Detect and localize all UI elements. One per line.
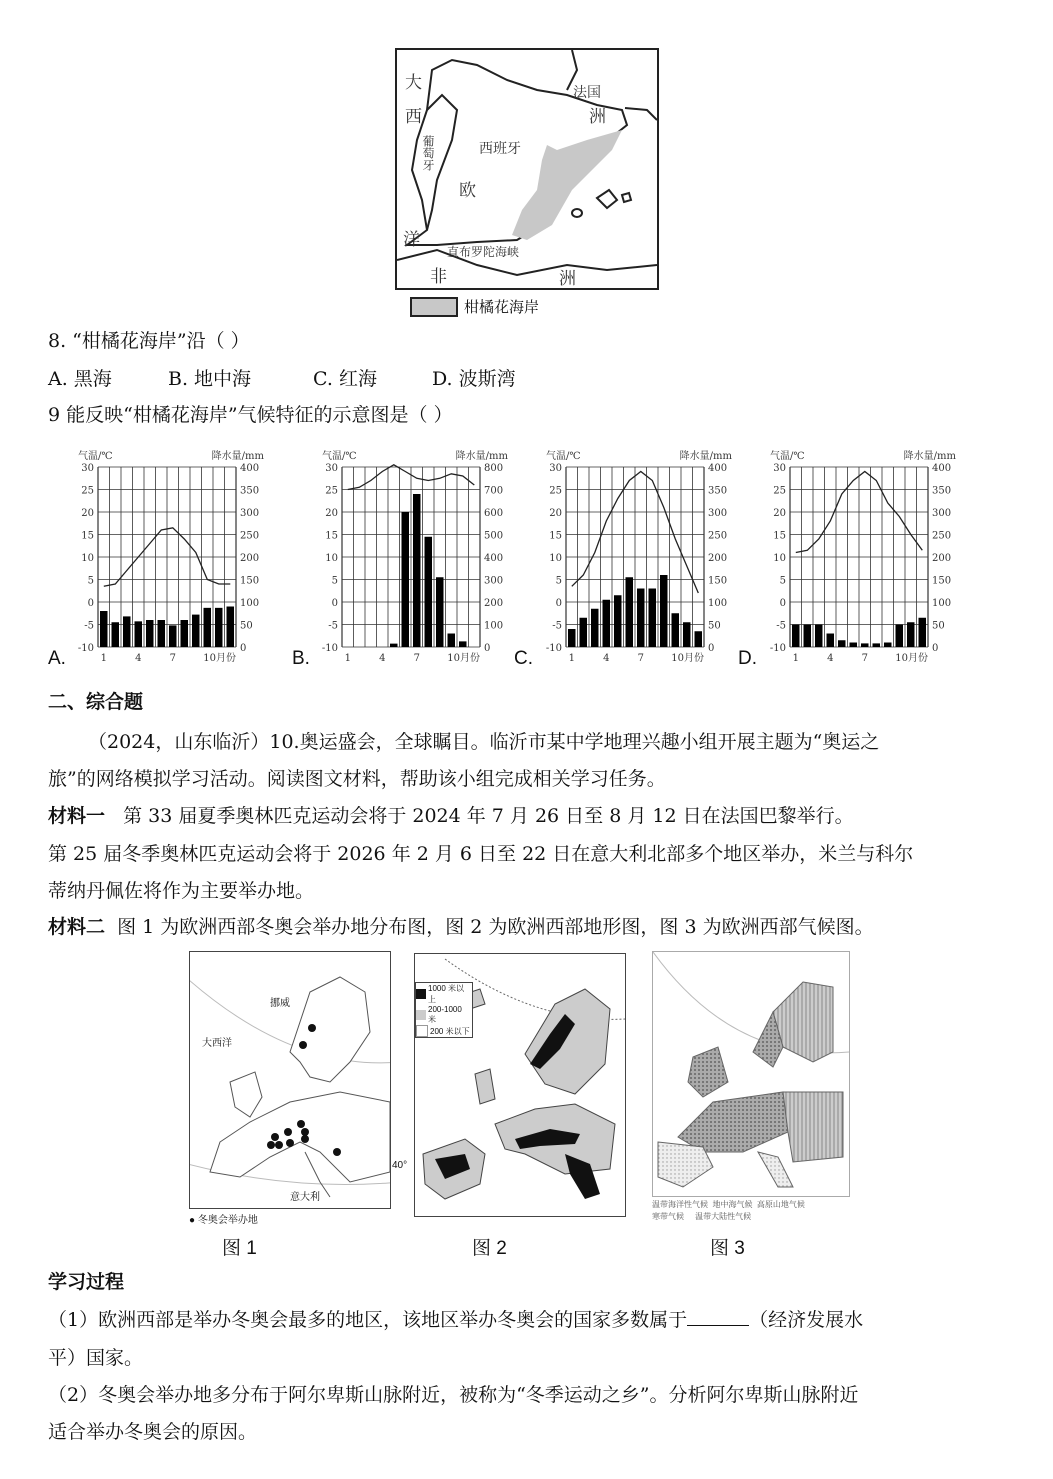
- svg-text:1: 1: [100, 653, 107, 664]
- svg-text:15: 15: [549, 530, 562, 542]
- q9-option-b-letter[interactable]: B.: [292, 648, 310, 669]
- svg-text:降水量/mm: 降水量/mm: [455, 451, 508, 462]
- svg-text:30: 30: [773, 463, 786, 474]
- fig1-legend: ● 冬奥会举办地: [189, 1215, 258, 1226]
- svg-text:1: 1: [792, 653, 799, 664]
- svg-text:7: 7: [861, 653, 868, 664]
- q8-option-d[interactable]: D. 波斯湾: [432, 368, 516, 390]
- spain-map-legend: [410, 296, 539, 317]
- label-spain: 西班牙: [479, 141, 521, 157]
- svg-text:150: 150: [708, 575, 728, 587]
- spain-map: [395, 48, 659, 290]
- svg-text:4: 4: [379, 653, 386, 664]
- svg-text:350: 350: [240, 485, 260, 497]
- svg-text:10: 10: [773, 553, 786, 564]
- svg-text:200: 200: [708, 553, 728, 564]
- svg-text:0: 0: [555, 598, 562, 609]
- svg-text:5: 5: [555, 575, 562, 587]
- svg-text:7: 7: [413, 653, 420, 664]
- legend-label: 柑橘花海岸: [464, 298, 540, 316]
- figure-2-caption: 图 2: [472, 1238, 507, 1259]
- svg-text:降水量/mm: 降水量/mm: [679, 451, 732, 462]
- legend-oceanic: 温带海洋性气候: [652, 1200, 708, 1209]
- figure-2-terrain-map: [414, 953, 626, 1217]
- q9-option-d-letter[interactable]: D.: [738, 648, 757, 669]
- svg-text:0: 0: [87, 598, 94, 609]
- svg-text:25: 25: [549, 485, 562, 497]
- svg-text:10月份: 10月份: [895, 653, 928, 664]
- material2-label: 材料二: [48, 916, 106, 938]
- label-atlantic: 大西洋: [202, 1038, 232, 1049]
- svg-text:10月份: 10月份: [671, 653, 704, 664]
- svg-text:800: 800: [484, 463, 504, 474]
- q2-line-1: （2）冬奥会举办地多分布于阿尔卑斯山脉附近，被称为“冬季运动之乡”。分析阿尔卑斯山脉附近: [48, 1384, 859, 1406]
- svg-text:1: 1: [568, 653, 575, 664]
- climate-outline-fig3: [653, 952, 849, 1196]
- svg-text:0: 0: [331, 598, 338, 609]
- label-france: 法国: [573, 85, 601, 101]
- legend-highland: 高原山地气候: [756, 1200, 805, 1209]
- svg-text:400: 400: [932, 463, 952, 474]
- svg-text:100: 100: [932, 598, 952, 609]
- svg-text:-5: -5: [552, 620, 562, 632]
- svg-text:400: 400: [484, 553, 504, 564]
- svg-text:-10: -10: [545, 643, 562, 654]
- svg-text:0: 0: [484, 643, 491, 654]
- material1-line-2: 第 25 届冬季奥林匹克运动会将于 2026 年 2 月 6 日至 22 日在意大利北部多个地区举办，米兰与科尔: [48, 843, 914, 865]
- svg-text:-10: -10: [321, 643, 338, 654]
- svg-text:4: 4: [603, 653, 610, 664]
- figure-1-caption: 图 1: [222, 1238, 257, 1259]
- climate-chart-c[interactable]: [516, 445, 741, 670]
- legend-polar: 寒带气候: [652, 1212, 684, 1221]
- label-gibraltar: 直布罗陀海峡: [447, 245, 520, 259]
- svg-text:50: 50: [240, 620, 253, 632]
- svg-text:200: 200: [240, 553, 260, 564]
- europe-outline-fig1: [190, 952, 390, 1208]
- q1-answer-blank[interactable]: [687, 1307, 749, 1326]
- svg-text:200: 200: [932, 553, 952, 564]
- q9-option-c-letter[interactable]: C.: [514, 648, 533, 669]
- svg-text:0: 0: [240, 643, 247, 654]
- svg-text:300: 300: [240, 508, 260, 519]
- svg-text:-5: -5: [776, 620, 786, 632]
- material1-line-3: 蒂纳丹佩佐将作为主要举办地。: [48, 880, 315, 902]
- q1-part-1: （1）欧洲西部是举办冬奥会最多的地区，该地区举办冬奥会的国家多数属于: [48, 1309, 688, 1331]
- legend-mediterranean: 地中海气候: [712, 1200, 753, 1209]
- svg-text:-10: -10: [769, 643, 786, 654]
- svg-text:-5: -5: [328, 620, 338, 632]
- svg-text:25: 25: [773, 485, 786, 497]
- climate-chart-d[interactable]: [740, 445, 965, 670]
- q8-option-c[interactable]: C. 红海: [313, 368, 377, 390]
- climate-chart-b[interactable]: [292, 445, 517, 670]
- q1-part-2: （经济发展水: [749, 1309, 864, 1331]
- label-atlantic-2: 西: [405, 107, 422, 127]
- svg-text:15: 15: [773, 530, 786, 542]
- svg-text:600: 600: [484, 508, 504, 519]
- svg-text:气温/℃: 气温/℃: [770, 451, 805, 462]
- q8-stem: 8. “柑橘花海岸”沿（ ）: [48, 330, 250, 352]
- intro-line-1: （2024，山东临沂）10.奥运盛会，全球瞩目。临沂市某中学地理兴趣小组开展主题为“奥运之: [88, 731, 880, 753]
- svg-text:150: 150: [240, 575, 260, 587]
- svg-text:0: 0: [932, 643, 939, 654]
- svg-text:20: 20: [81, 508, 94, 519]
- label-africa-2: 洲: [559, 269, 576, 289]
- svg-text:气温/℃: 气温/℃: [78, 451, 113, 462]
- svg-text:15: 15: [81, 530, 94, 542]
- svg-text:25: 25: [81, 485, 94, 497]
- legend-swatch: [410, 297, 458, 317]
- q8-option-b[interactable]: B. 地中海: [168, 368, 252, 390]
- svg-text:降水量/mm: 降水量/mm: [903, 451, 956, 462]
- svg-text:气温/℃: 气温/℃: [546, 451, 581, 462]
- label-atlantic-1: 大: [405, 73, 422, 93]
- svg-text:20: 20: [549, 508, 562, 519]
- svg-text:300: 300: [484, 575, 504, 587]
- q9-option-a-letter[interactable]: A.: [48, 648, 66, 669]
- climate-legend: [652, 1199, 882, 1223]
- svg-text:降水量/mm: 降水量/mm: [211, 451, 264, 462]
- svg-text:30: 30: [549, 463, 562, 474]
- q1-line-2: 平）国家。: [48, 1347, 144, 1369]
- learning-heading: 学习过程: [48, 1271, 125, 1293]
- terrain-legend: [415, 982, 473, 1038]
- svg-text:5: 5: [779, 575, 786, 587]
- svg-text:5: 5: [87, 575, 94, 587]
- svg-text:200: 200: [484, 598, 504, 609]
- svg-text:250: 250: [708, 530, 728, 542]
- svg-text:20: 20: [773, 508, 786, 519]
- svg-text:10: 10: [325, 553, 338, 564]
- figure-3-climate-map: [652, 951, 850, 1197]
- q2-line-2: 适合举办冬奥会的原因。: [48, 1421, 258, 1443]
- q9-stem: 9 能反映“柑橘花海岸”气候特征的示意图是（ ）: [48, 404, 453, 426]
- svg-text:气温/℃: 气温/℃: [322, 451, 357, 462]
- svg-text:30: 30: [81, 463, 94, 474]
- svg-text:0: 0: [708, 643, 715, 654]
- label-italy: 意大利: [290, 1192, 320, 1203]
- svg-text:0: 0: [779, 598, 786, 609]
- svg-text:500: 500: [484, 530, 504, 542]
- svg-text:100: 100: [484, 620, 504, 632]
- legend-high: 1000 米以上: [428, 984, 465, 1004]
- svg-text:50: 50: [708, 620, 721, 632]
- svg-text:100: 100: [708, 598, 728, 609]
- material2-text: 图 1 为欧洲西部冬奥会举办地分布图，图 2 为欧洲西部地形图，图 3 为欧洲西部气候图。: [117, 916, 874, 938]
- svg-text:25: 25: [325, 485, 338, 497]
- svg-text:-5: -5: [84, 620, 94, 632]
- label-europe-2: 洲: [589, 107, 606, 127]
- svg-text:50: 50: [932, 620, 945, 632]
- legend-mid: 200-1000 米: [428, 1005, 462, 1024]
- q8-option-a[interactable]: A. 黑海: [48, 368, 112, 390]
- svg-text:150: 150: [932, 575, 952, 587]
- figure-3-caption: 图 3: [710, 1238, 745, 1259]
- material1-line-1: 第 33 届夏季奥林匹克运动会将于 2024 年 7 月 26 日至 8 月 12 日在法国巴黎举行。: [123, 805, 854, 827]
- svg-text:400: 400: [708, 463, 728, 474]
- material1-label: 材料一: [48, 805, 106, 827]
- svg-text:-10: -10: [77, 643, 94, 654]
- svg-text:4: 4: [827, 653, 834, 664]
- svg-text:350: 350: [708, 485, 728, 497]
- svg-text:1: 1: [344, 653, 351, 664]
- section-heading: 二、综合题: [48, 691, 144, 713]
- label-portugal: 葡萄牙: [421, 135, 435, 171]
- intro-line-2: 旅”的网络模拟学习活动。阅读图文材料，帮助该小组完成相关学习任务。: [48, 768, 666, 790]
- svg-text:4: 4: [135, 653, 142, 664]
- svg-text:250: 250: [240, 530, 260, 542]
- svg-text:10月份: 10月份: [203, 653, 236, 664]
- label-africa-1: 非: [430, 267, 447, 287]
- svg-text:5: 5: [331, 575, 338, 587]
- svg-text:10: 10: [549, 553, 562, 564]
- figure-1-map: [189, 951, 391, 1209]
- svg-text:350: 350: [932, 485, 952, 497]
- svg-text:300: 300: [932, 508, 952, 519]
- svg-text:100: 100: [240, 598, 260, 609]
- svg-text:20: 20: [325, 508, 338, 519]
- legend-continental: 温带大陆性气候: [695, 1212, 752, 1221]
- svg-text:7: 7: [637, 653, 644, 664]
- svg-text:400: 400: [240, 463, 260, 474]
- label-atlantic-3: 洋: [403, 230, 420, 250]
- label-europe: 欧: [459, 181, 476, 201]
- svg-text:7: 7: [169, 653, 176, 664]
- legend-low: 200 米以下: [430, 1026, 470, 1036]
- label-lat-40: 40°: [392, 1160, 408, 1171]
- svg-text:30: 30: [325, 463, 338, 474]
- svg-text:700: 700: [484, 485, 504, 497]
- climate-chart-a[interactable]: [48, 445, 273, 670]
- svg-text:10: 10: [81, 553, 94, 564]
- svg-text:300: 300: [708, 508, 728, 519]
- svg-text:250: 250: [932, 530, 952, 542]
- svg-text:10月份: 10月份: [447, 653, 480, 664]
- svg-text:15: 15: [325, 530, 338, 542]
- label-norway: 挪威: [270, 998, 290, 1009]
